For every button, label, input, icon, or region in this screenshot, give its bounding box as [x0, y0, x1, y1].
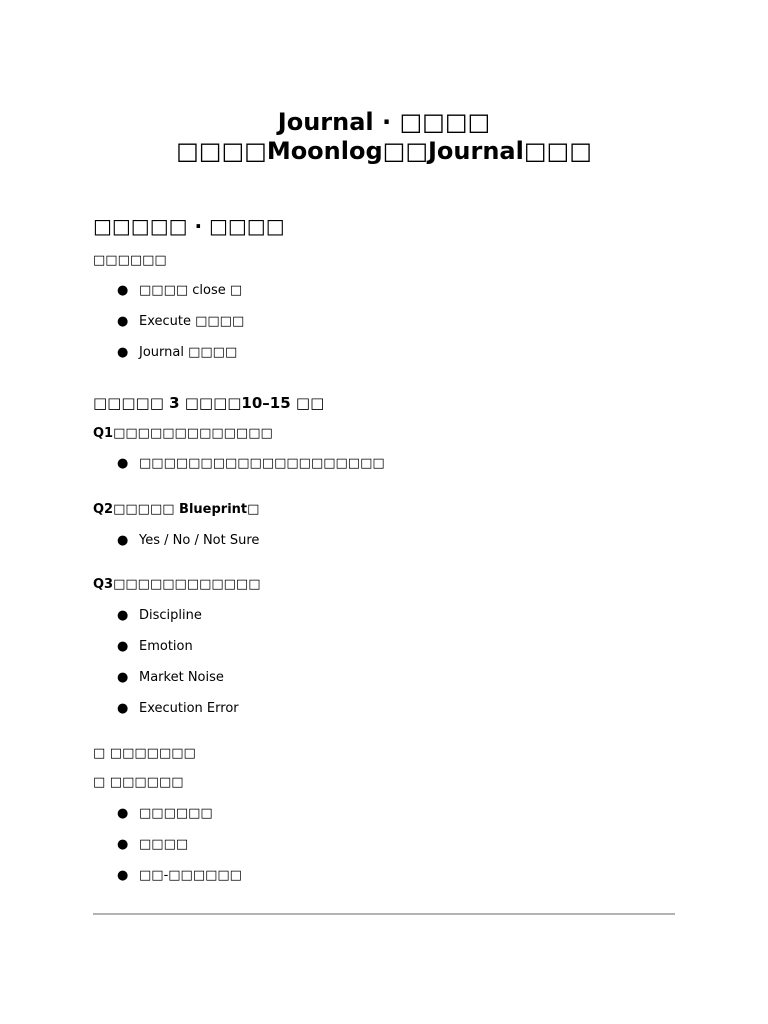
list-item-text: □□□□ — [139, 837, 189, 852]
list-item-text: Execute □□□□ — [139, 314, 245, 329]
bullet-icon: ● — [117, 639, 129, 654]
question-2-options — [93, 533, 259, 549]
bullet-icon: ● — [117, 608, 129, 623]
list-item — [93, 639, 239, 655]
horizontal-divider — [93, 913, 675, 915]
section-1-intro: □□□□□□ — [93, 253, 167, 268]
list-item-text: Execution Error — [139, 701, 239, 716]
list-item-text: Market Noise — [139, 670, 224, 685]
list-item-text: Journal □□□□ — [139, 345, 238, 360]
list-item-text: Discipline — [139, 608, 202, 623]
document-title-line-2: □□□□Moonlog□□Journal□□□ — [176, 137, 592, 165]
bullet-icon: ● — [117, 456, 129, 471]
list-item — [93, 283, 244, 299]
bullet-icon: ● — [117, 314, 129, 329]
list-item — [93, 701, 239, 717]
list-item — [93, 456, 385, 472]
question-1-options — [93, 456, 385, 472]
bullet-icon: ● — [117, 806, 129, 821]
list-item — [93, 314, 244, 330]
footer-line-1: □ □□□□□□□ — [93, 746, 196, 761]
list-item — [93, 608, 239, 624]
list-item-text: □□□□□□ — [139, 806, 213, 821]
question-2-title: Q2□□□□□ Blueprint□ — [93, 502, 260, 517]
section-2-heading: □□□□□ 3 □□□□10–15 □□ — [93, 394, 325, 412]
list-item — [93, 806, 242, 822]
section-1-bullet-list — [93, 283, 244, 361]
list-item-text: □□-□□□□□□ — [139, 868, 242, 883]
list-item-text: □□□□ close □ — [139, 283, 243, 298]
question-3-title: Q3□□□□□□□□□□□□ — [93, 577, 261, 592]
bullet-icon: ● — [117, 345, 129, 360]
list-item — [93, 837, 242, 853]
document-title — [0, 108, 768, 166]
list-item — [93, 345, 244, 361]
list-item — [93, 533, 259, 549]
bullet-icon: ● — [117, 670, 129, 685]
list-item — [93, 670, 239, 686]
bullet-icon: ● — [117, 868, 129, 883]
bullet-icon: ● — [117, 837, 129, 852]
list-item-text: Yes / No / Not Sure — [139, 533, 260, 548]
document-title-line-1: Journal · □□□□ — [277, 108, 491, 136]
question-3-options — [93, 608, 239, 717]
footer-bullet-list — [93, 806, 242, 884]
bullet-icon: ● — [117, 283, 129, 298]
footer-line-2: □ □□□□□□ — [93, 775, 184, 790]
list-item — [93, 868, 242, 884]
list-item-text: Emotion — [139, 639, 193, 654]
bullet-icon: ● — [117, 533, 129, 548]
list-item-text: □□□□□□□□□□□□□□□□□□□□ — [139, 456, 385, 471]
question-1-title: Q1□□□□□□□□□□□□□ — [93, 426, 273, 441]
section-1-heading: □□□□□ · □□□□ — [93, 214, 285, 238]
bullet-icon: ● — [117, 701, 129, 716]
